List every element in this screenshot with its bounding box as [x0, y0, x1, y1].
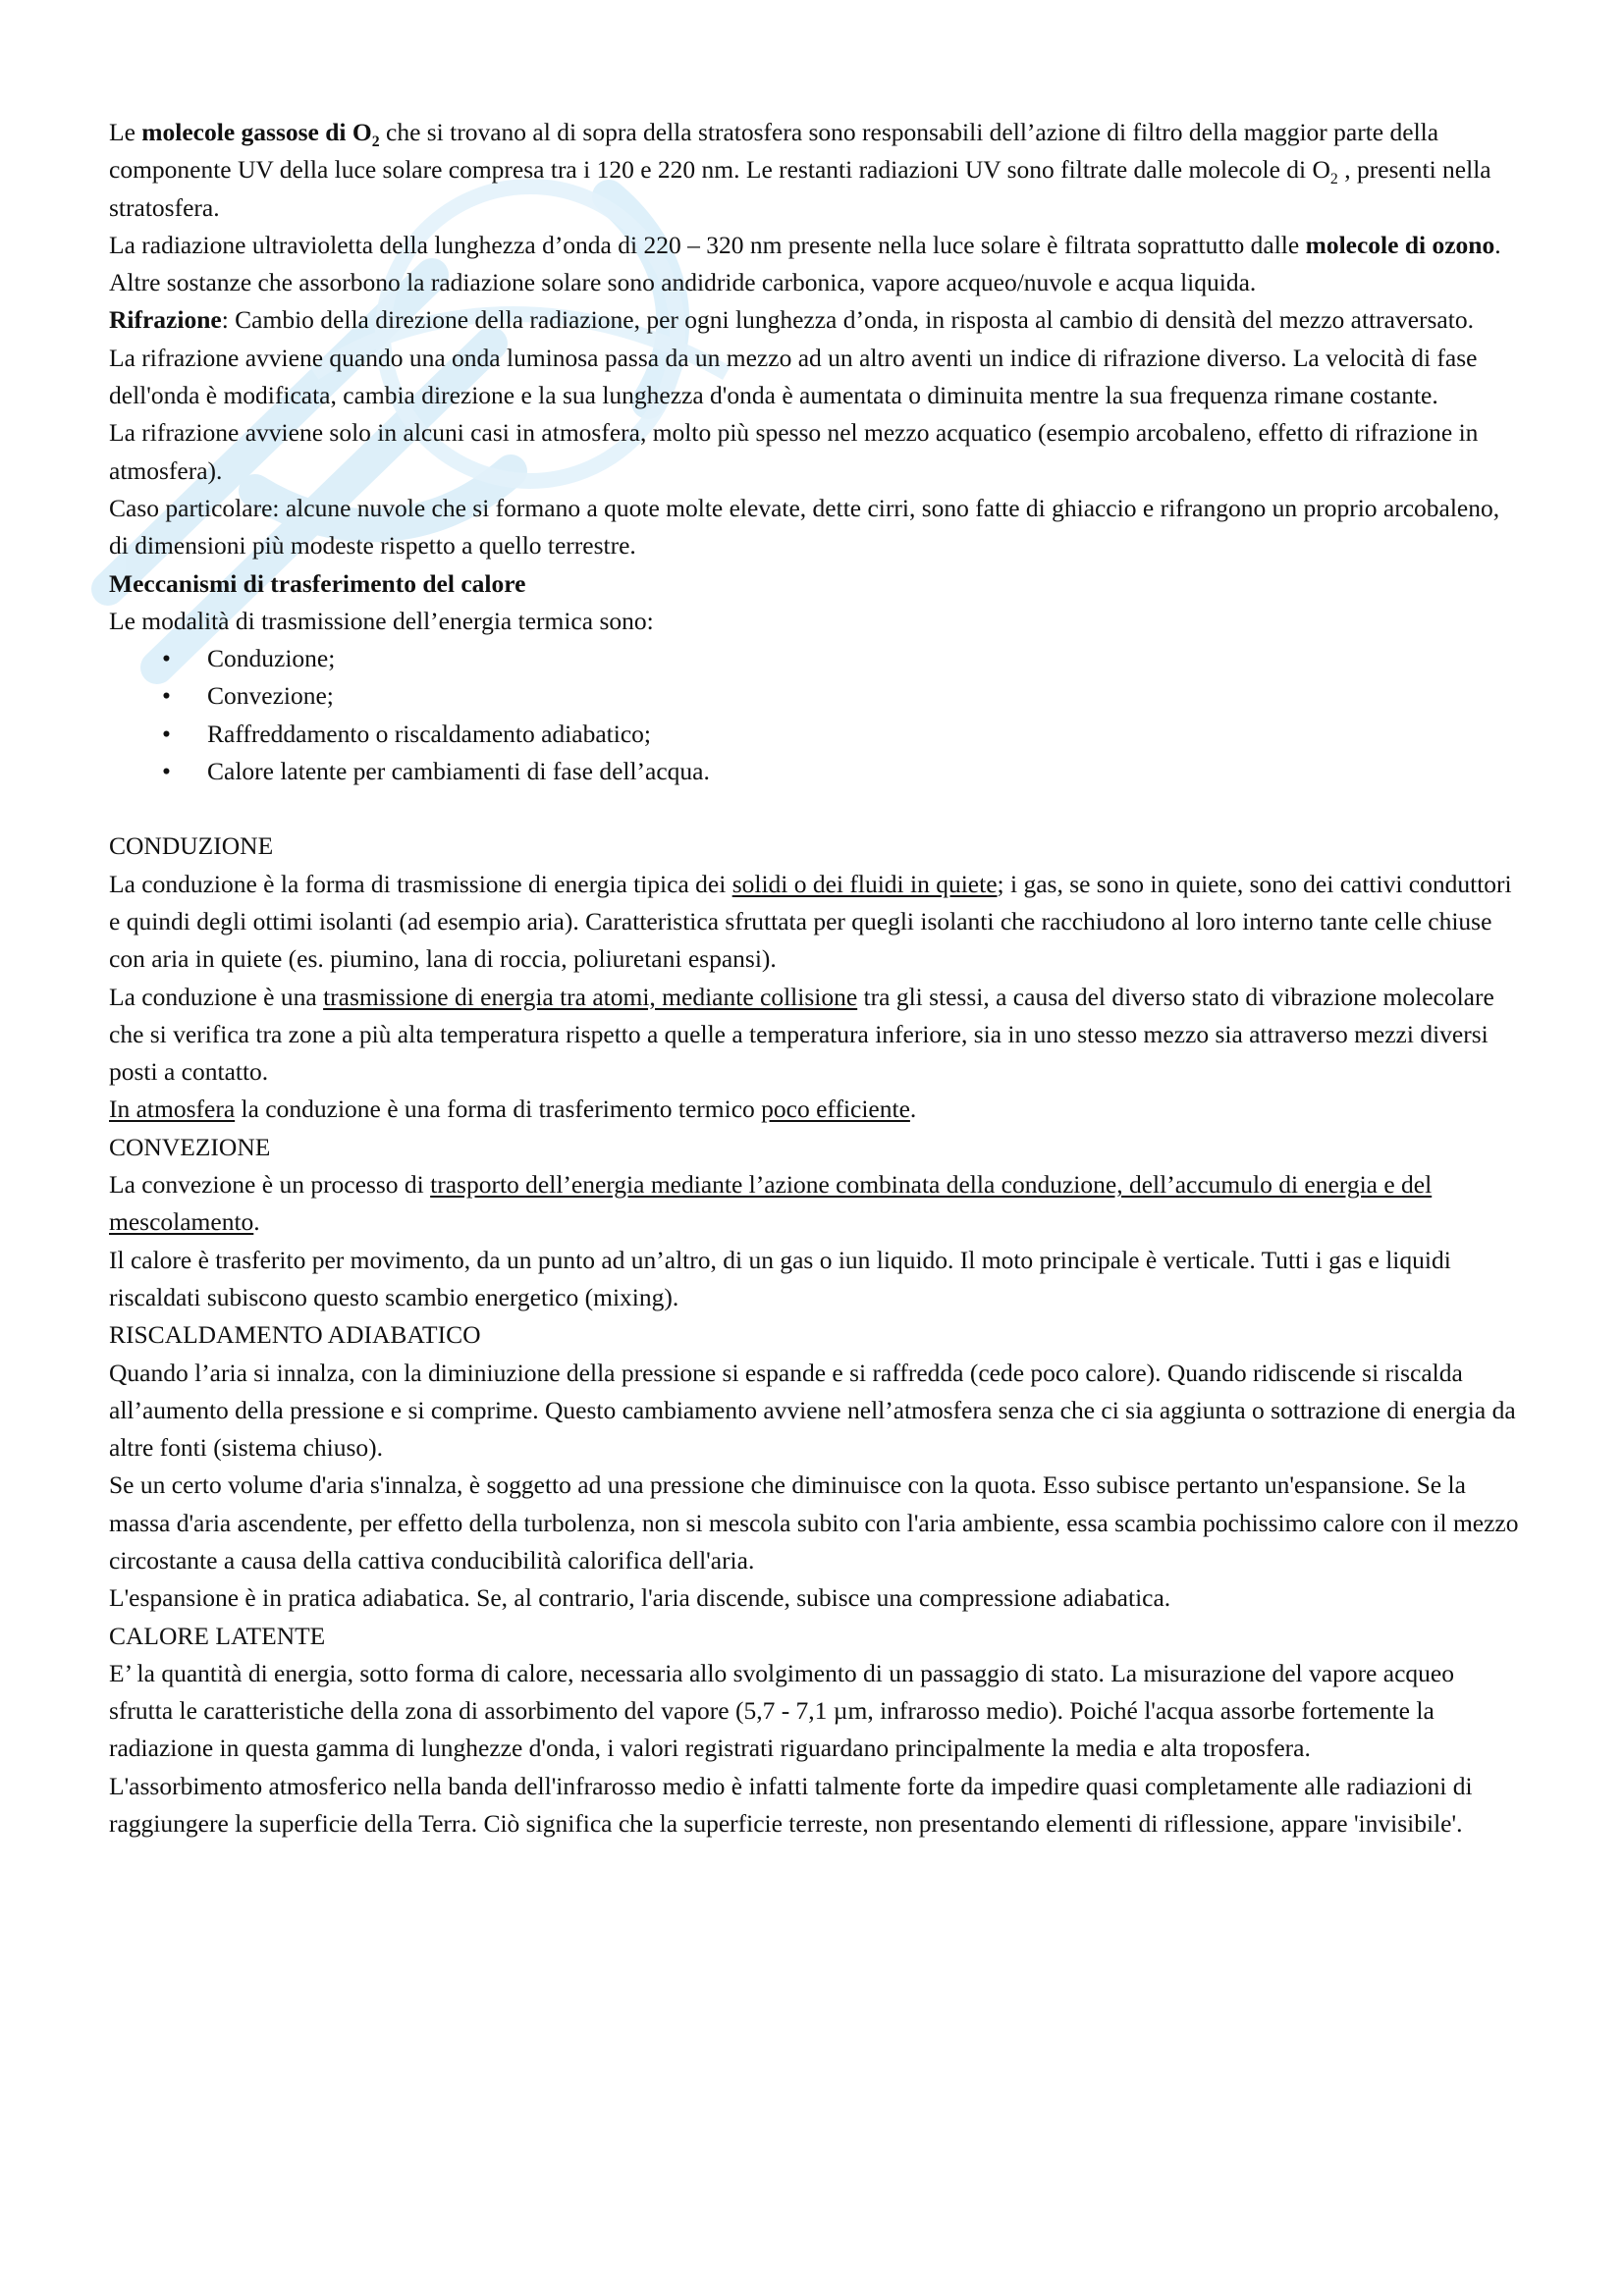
paragraph-transmission-modes: Le modalità di trasmissione dell’energia termica sono:	[109, 606, 654, 635]
paragraph-conduzione-1: La conduzione è la forma di trasmissione di energia tipica dei solidi o dei fluidi in quiete; i gas, se sono in quiete, sono dei cattivi conduttori e quindi degli ottimi isolanti (ad esempio aria). Caratteristica sfruttata per quegli isolanti che racchiudono al loro interno tante celle chiuse con aria in quiete (es. piumino, lana di roccia, poliuretani espansi).	[109, 869, 1512, 974]
paragraph-conduzione-2: La conduzione è una trasmissione di energia tra atomi, mediante collisione tra gli stessi, a causa del diverso stato di vibrazione molecolare che si verifica tra zone a più alta temperatura rispetto a quelle a temperatura inferiore, sia in uno stesso mezzo sia attraverso mezzi diversi posti a contatto.	[109, 982, 1494, 1087]
paragraph-adiabatico-1: Quando l’aria si innalza, con la diminiuzione della pressione si espande e si raffredda (cede poco calore). Quando ridiscende si riscalda all’aumento della pressione e si comprime. Questo cambiamento avviene nell’atmosfera senza che ci sia aggiunta o sottrazione di energia da altre fonti (sistema chiuso).	[109, 1358, 1516, 1463]
paragraph-convezione-2: Il calore è trasferito per movimento, da un punto ad un’altro, di un gas o iun liquido. Il moto principale è verticale. Tutti i gas e liquidi riscaldati subiscono questo scambio energetico (mixing).	[109, 1245, 1451, 1311]
paragraph-convezione-1: La convezione è un processo di trasporto dell’energia mediante l’azione combinata della conduzione, dell’accumulo di energia e del mescolamento.	[109, 1170, 1433, 1237]
paragraph-refraction-atmosphere: La rifrazione avviene solo in alcuni casi in atmosfera, molto più spesso nel mezzo acquatico (esempio arcobaleno, effetto di rifrazione in atmosfera).	[109, 418, 1479, 485]
paragraph-cirrus-case: Caso particolare: alcune nuvole che si formano a quote molte elevate, dette cirri, sono fatte di ghiaccio e rifrangono un proprio arcobaleno, di dimensioni più modeste rispetto a quello terrestre.	[109, 493, 1500, 561]
heading-adiabatico: RISCALDAMENTO ADIABATICO	[109, 1320, 481, 1350]
paragraph-latente-1: E’ la quantità di energia, sotto forma di calore, necessaria allo svolgimento di un passaggio di stato. La misurazione del vapore acqueo sfrutta le caratteristiche della zona di assorbimento del vapore (5,7 - 7,1 µm, infrarosso medio). Poiché l'acqua assorbe fortemente la radiazione in questa gamma di lunghezze d'onda, i valori registrati riguardano principalmente la media e alta troposfera.	[109, 1658, 1454, 1763]
document-body	[109, 114, 1523, 1842]
paragraph-latente-2: L'assorbimento atmosferico nella banda dell'infrarosso medio è infatti talmente forte da impedire quasi completamente alle radiazioni di raggiungere la superficie della Terra. Ciò significa che la superficie terreste, non presentando elementi di riflessione, appare 'invisibile'.	[109, 1771, 1473, 1839]
paragraph-refraction-wave: La rifrazione avviene quando una onda luminosa passa da un mezzo ad un altro aventi un indice di rifrazione diverso. La velocità di fase dell'onda è modificata, cambia direzione e la sua lunghezza d'onda è aumentata o diminuita mentre la sua frequenza rimane costante.	[109, 343, 1478, 410]
heading-conduzione: CONDUZIONE	[109, 831, 274, 861]
paragraph-adiabatico-2: Se un certo volume d'aria s'innalza, è soggetto ad una pressione che diminuisce con la quota. Esso subisce pertanto un'espansione. Se la massa d'aria ascendente, per effetto della turbolenza, non si mescola subito con l'aria ambiente, essa scambia pochissimo calore con il mezzo circostante a causa della cattiva conducibilità calorifica dell'aria.	[109, 1470, 1519, 1575]
spacer	[109, 790, 1523, 828]
heading-convezione: CONVEZIONE	[109, 1132, 271, 1161]
paragraph-absorbing-substances: Altre sostanze che assorbono la radiazione solare sono andidride carbonica, vapore acqueo/nuvole e acqua liquida.	[109, 268, 1257, 297]
paragraph-refraction-definition: Rifrazione: Cambio della direzione della radiazione, per ogni lunghezza d’onda, in risposta al cambio di densità del mezzo attraversato.	[109, 305, 1474, 335]
list-transfer-modes	[109, 640, 1523, 790]
paragraph-uv-radiation: La radiazione ultravioletta della lunghezza d’onda di 220 – 320 nm presente nella luce solare è filtrata soprattutto dalle molecole di ozono.	[109, 230, 1501, 259]
list-item: • Raffreddamento o riscaldamento adiabatico;	[109, 716, 1523, 753]
list-item: • Convezione;	[109, 677, 1523, 715]
paragraph-adiabatico-3: L'espansione è in pratica adiabatica. Se, al contrario, l'aria discende, subisce una compressione adiabatica.	[109, 1583, 1171, 1613]
heading-calore-latente: CALORE LATENTE	[109, 1621, 326, 1650]
heading-heat-transfer: Meccanismi di trasferimento del calore	[109, 568, 526, 598]
paragraph-ozone-filter: Le molecole gassose di $O_2$ che si trovano al di sopra della stratosfera sono responsabili dell’azione di filtro della maggior parte della componente UV della luce solare compresa tra i 120 e 220 nm. Le restanti radiazioni UV sono filtrate dalle molecole di $O_2$ , presenti nella stratosfera.	[109, 118, 1491, 222]
list-item: • Conduzione;	[109, 640, 1523, 677]
list-item: • Calore latente per cambiamenti di fase dell’acqua.	[109, 753, 1523, 790]
paragraph-conduzione-3: In atmosfera la conduzione è una forma di trasferimento termico poco efficiente.	[109, 1095, 917, 1124]
